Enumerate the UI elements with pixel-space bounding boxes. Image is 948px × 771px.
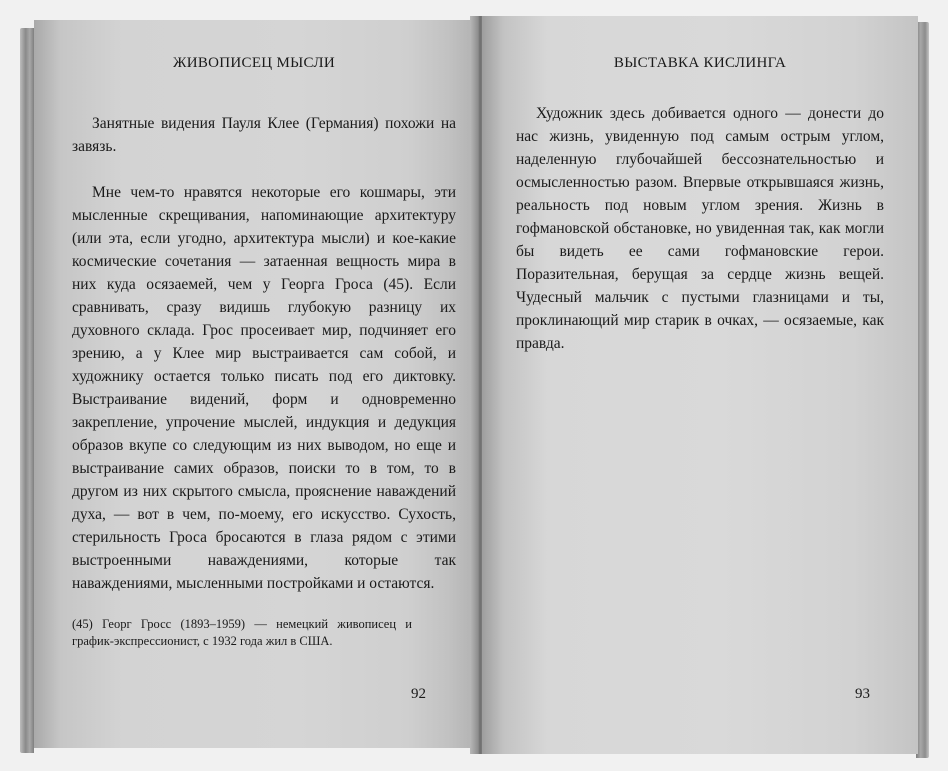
left-running-head: ЖИВОПИСЕЦ МЫСЛИ	[172, 55, 336, 71]
footnote: (45) Георг Гросс (1893–1959) — немецкий живописец и график-экспрессионист, с 1932 года жил в США.	[72, 617, 412, 648]
right-page	[482, 16, 918, 754]
right-page-number: 93	[855, 686, 870, 702]
left-paragraph-1: Занятные видения Пауля Клее (Германия) похожи на завязь.	[72, 115, 456, 155]
right-paragraph-1: Художник здесь добивается одного — донести до нас жизнь, увиденную под самым острым углом, наделенную глубочайшей бессознательностью и осмысленностью разом. Впервые открывшаяся жизнь, реальность под новым углом зрения. Жизнь в гофмановской обстановке, но увиденная так, как могли бы видеть ее сами гофмановские герои. Поразительная, берущая за сердце жизнь вещей. Чудесный мальчик с пустыми глазницами и ты, проклинающий мир старик в очках, — осязаемые, как правда.	[516, 105, 884, 352]
right-running-head: ВЫСТАВКА КИСЛИНГА	[613, 55, 787, 71]
left-page-number: 92	[411, 686, 426, 702]
left-page	[34, 20, 474, 748]
left-page-edges	[20, 28, 34, 753]
left-body-text	[72, 112, 456, 595]
right-body-text	[516, 102, 884, 355]
left-paragraph-2: Мне чем-то нравятся некоторые его кошмары, эти мысленные скрещивания, напоминающие архитектуру (или эта, если угодно, архитектура мысли) и кое-какие космические сочетания — затаенная вещность мира в них куда осязаемей, чем у Георга Гроса (45). Если сравнивать, сразу видишь глубокую разницу их духовного склада. Грос просеивает мир, подчиняет его зрению, а у Клее мир выстраивается сам собой, и художнику остается только писать под его диктовку. Выстраивание видений, форм и одновременно закрепление, упрочение мыслей, индукция и дедукция образов вкупе со следующим из них выводом, но еще и выстраивание самих образов, поиски то в том, то в другом из них скрытого смысла, прояснение наваждений духа, — вот в чем, по-моему, его искусство. Сухость, стерильность Гроса бросаются в глаза рядом с этими выстроенными наваждениями, которые так наваждениями, мысленными постройками и остаются.	[72, 184, 456, 592]
